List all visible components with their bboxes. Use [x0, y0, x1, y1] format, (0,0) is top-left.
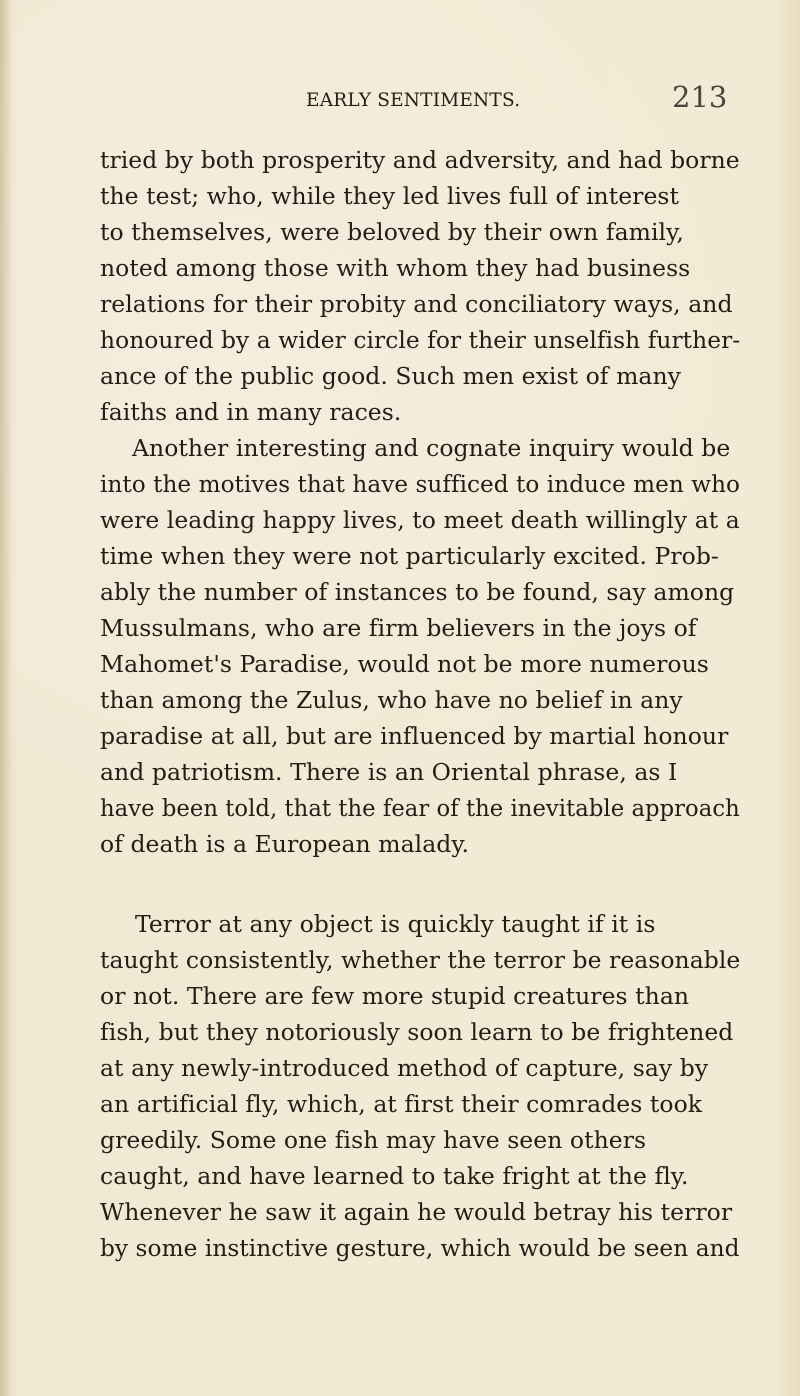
page-edge-shadow	[0, 0, 12, 1396]
text-line-content: the test; who, while they led lives full of interest	[100, 182, 680, 210]
text-line-content: an artificial fly, which, at first their comrades took	[100, 1090, 703, 1118]
text-line	[100, 1230, 740, 1266]
text-line	[100, 1086, 740, 1122]
text-line-content: to themselves, were beloved by their own family,	[100, 218, 684, 246]
text-line	[100, 502, 740, 538]
text-line	[100, 466, 740, 502]
text-line	[100, 286, 740, 322]
text-line-content: caught, and have learned to take fright at the fly.	[100, 1162, 689, 1190]
text-line-content: or not. There are few more stupid creatures than	[100, 982, 690, 1010]
text-line-content: Another interesting and cognate inquiry would be	[132, 434, 731, 462]
text-line-content: than among the Zulus, who have no belief in any	[100, 686, 683, 714]
text-line	[100, 142, 740, 178]
text-line-content: faiths and in many races.	[100, 398, 402, 426]
text-line	[100, 214, 740, 250]
text-line-content: have been told, that the fear of the inevitable approach	[100, 794, 740, 822]
text-line-content: at any newly-introduced method of capture, say by	[100, 1054, 709, 1082]
text-line	[100, 718, 740, 754]
text-line	[100, 250, 740, 286]
text-line	[100, 1122, 740, 1158]
text-line	[100, 322, 740, 358]
text-line-content: ance of the public good. Such men exist of many	[100, 362, 681, 390]
text-line	[100, 1194, 740, 1230]
text-line-content: Terror at any object is quickly taught if it is	[135, 910, 656, 938]
text-line	[100, 1158, 740, 1194]
text-line	[100, 394, 740, 430]
page-number: 213	[672, 80, 728, 114]
text-line	[100, 358, 740, 394]
text-line-content: by some instinctive gesture, which would be seen and	[100, 1234, 740, 1262]
running-title: EARLY SENTIMENTS.	[306, 90, 521, 111]
text-line	[100, 790, 740, 826]
text-line	[135, 906, 775, 942]
text-line-content: tried by both prosperity and adversity, and had borne	[100, 146, 740, 174]
page-header	[0, 82, 800, 122]
text-line-content: paradise at all, but are influenced by martial honour	[100, 722, 729, 750]
text-line	[100, 754, 740, 790]
text-line-content: fish, but they notoriously soon learn to be frightened	[100, 1018, 734, 1046]
text-line-content: into the motives that have sufficed to induce men who	[100, 470, 741, 498]
text-line-content: were leading happy lives, to meet death willingly at a	[100, 506, 740, 534]
text-line	[100, 646, 740, 682]
text-line	[132, 430, 772, 466]
text-line-content: taught consistently, whether the terror be reasonable	[100, 946, 741, 974]
text-line-content: noted among those with whom they had business	[100, 254, 691, 282]
text-line	[100, 574, 740, 610]
text-line-content: of death is a European malady.	[100, 830, 470, 858]
text-line-content: greedily. Some one fish may have seen others	[100, 1126, 647, 1154]
text-line-content: ably the number of instances to be found, say among	[100, 578, 735, 606]
text-line-content: and patriotism. There is an Oriental phrase, as I	[100, 758, 678, 786]
text-line	[100, 978, 740, 1014]
text-line	[100, 682, 740, 718]
text-line-content: honoured by a wider circle for their unselfish further-	[100, 326, 741, 354]
text-line	[100, 178, 740, 214]
text-line-content: Whenever he saw it again he would betray his terror	[100, 1198, 733, 1226]
text-line-content: Mahomet's Paradise, would not be more numerous	[100, 650, 709, 678]
text-line-content: relations for their probity and conciliatory ways, and	[100, 290, 733, 318]
text-line-content: time when they were not particularly excited. Prob-	[100, 542, 719, 570]
text-line	[100, 538, 740, 574]
text-line	[100, 1050, 740, 1086]
text-line	[100, 610, 740, 646]
text-line-content: Mussulmans, who are firm believers in the joys of	[100, 614, 697, 642]
text-line	[100, 1014, 740, 1050]
text-line	[100, 826, 740, 862]
text-line	[100, 942, 740, 978]
